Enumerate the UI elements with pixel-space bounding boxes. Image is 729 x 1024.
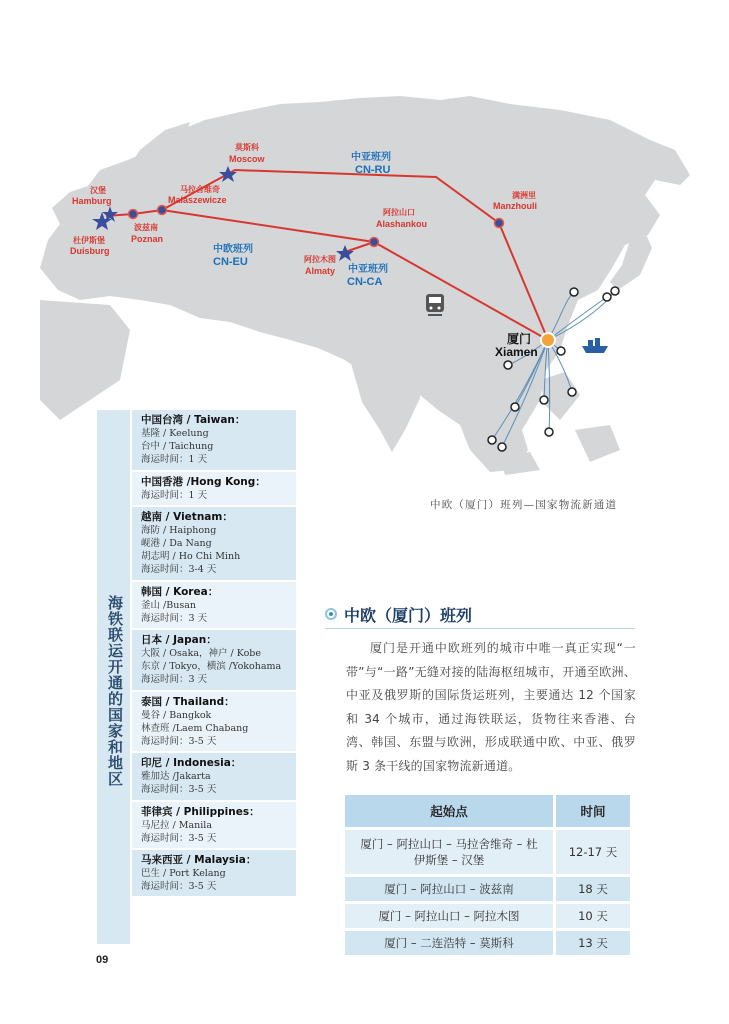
port-line: 雅加达 /Jakarta: [141, 771, 211, 783]
port-line: 巴生 / Port Kelang: [141, 868, 226, 880]
city-manzhouli-cn: 满洲里: [512, 191, 536, 200]
port-line: 曼谷 / Bangkok: [141, 709, 212, 721]
table-header-row: [345, 795, 630, 827]
country-malaysia: [132, 850, 296, 896]
shipping-time: 海运时间：3-5 天: [141, 832, 217, 844]
port-line: 釜山 /Busan: [141, 599, 196, 611]
table-row: [345, 904, 630, 928]
route-cn-ca-en: CN-CA: [347, 276, 383, 288]
ship-icon: [582, 338, 608, 353]
country-name: 中国香港 /Hong Kong：: [141, 475, 266, 488]
africa-landmass: [40, 300, 130, 420]
country-name: 马来西亚 / Malaysia：: [141, 854, 257, 867]
country-philippines: [132, 802, 296, 848]
shipping-time: 海运时间：3-4 天: [141, 564, 217, 576]
route-cn-ca-cn: 中亚班列: [348, 264, 388, 275]
time-cell: 13 天: [553, 931, 630, 955]
section-title: 中欧（厦门）班列: [344, 606, 473, 625]
city-alashankou-en: Alashankou: [376, 219, 428, 229]
country-indonesia: [132, 753, 296, 799]
section-divider: [325, 628, 635, 629]
city-hamburg-en: Hamburg: [72, 196, 112, 206]
table-row: [345, 931, 630, 955]
city-xiamen-cn: 厦门: [507, 332, 532, 346]
country-name: 泰国 / Thailand：: [141, 695, 235, 708]
country-name: 越南 / Vietnam：: [141, 510, 233, 523]
city-moscow-en: Moscow: [229, 154, 265, 164]
country-name: 菲律宾 / Philippines：: [141, 805, 260, 818]
route-cell: 厦门 – 阿拉山口 – 马拉舍维奇 – 杜伊斯堡 – 汉堡: [345, 830, 553, 874]
city-almaty-cn: 阿拉木图: [304, 255, 336, 264]
port-line: 基隆 / Keelung: [141, 428, 209, 439]
route-cn-eu-cn: 中欧班列: [213, 244, 253, 255]
city-moscow-cn: 莫斯科: [235, 143, 259, 152]
port-line: 海防 / Haiphong: [141, 524, 217, 536]
time-cell: 12-17 天: [553, 830, 630, 874]
route-cn-ru-cn: 中亚班列: [351, 152, 391, 163]
port-line: 马尼拉 / Manila: [141, 819, 212, 831]
city-duisburg-cn: 杜伊斯堡: [73, 236, 105, 245]
city-poznan-cn: 波兹南: [134, 223, 158, 232]
route-cell: 厦门 – 阿拉山口 – 阿拉木图: [345, 904, 553, 928]
country-name: 中国台湾 / Taiwan：: [141, 414, 246, 426]
table-row: [345, 877, 630, 901]
xiamen-hub-marker: [541, 333, 555, 347]
port-line: 胡志明 / Ho Chi Minh: [141, 551, 241, 563]
port-line: 大阪 / Osaka，神户 / Kobe: [141, 648, 261, 660]
table-row: [345, 830, 630, 874]
route-cell: 厦门 – 阿拉山口 – 波兹南: [345, 877, 553, 901]
time-cell: 18 天: [553, 877, 630, 901]
route-cell: 厦门 – 二连浩特 – 莫斯科: [345, 931, 553, 955]
route-time-table: [345, 792, 630, 958]
city-manzhouli-en: Manzhouli: [493, 201, 537, 211]
port-line: 岘港 / Da Nang: [141, 538, 212, 550]
route-cn-eu-en: CN-EU: [213, 256, 248, 268]
city-hamburg-cn: 汉堡: [90, 186, 106, 195]
header-route: 起始点: [345, 795, 553, 827]
shipping-time: 海运时间：1 天: [141, 489, 208, 501]
bullet-circle-icon: [325, 608, 337, 620]
city-alashankou-cn: 阿拉山口: [383, 208, 415, 217]
country-name: 日本 / Japan：: [141, 634, 217, 647]
map-caption: 中欧（厦门）班列—国家物流新通道: [430, 499, 618, 511]
country-thailand: [132, 692, 296, 752]
country-hong-kong: [132, 472, 296, 505]
side-table-title: 海铁联运开通的国家和地区: [106, 595, 124, 787]
train-icon: [426, 294, 444, 315]
country-name: 韩国 / Korea：: [141, 585, 219, 598]
country-taiwan: [132, 410, 296, 470]
india-landmass: [350, 352, 420, 452]
country-korea: [132, 582, 296, 628]
country-list: [132, 410, 296, 898]
country-name: 印尼 / Indonesia：: [141, 757, 242, 770]
city-xiamen-en: Xiamen: [495, 345, 538, 359]
shipping-time: 海运时间：3 天: [141, 612, 208, 624]
country-japan: [132, 630, 296, 690]
port-line: 林查班 /Laem Chabang: [141, 722, 249, 734]
route-cn-ru-en: CN-RU: [355, 164, 391, 176]
country-vietnam: [132, 507, 296, 580]
header-time: 时间: [553, 795, 630, 827]
port-line: 东京 / Tokyo，横滨 /Yokohama: [141, 661, 282, 673]
city-almaty-en: Almaty: [305, 266, 336, 276]
shipping-time: 海运时间：3-5 天: [141, 881, 217, 893]
city-duisburg-en: Duisburg: [70, 246, 110, 256]
city-poznan-en: Poznan: [131, 234, 164, 244]
port-line: 台中 / Taichung: [141, 441, 214, 453]
shipping-time: 海运时间：3-5 天: [141, 736, 217, 748]
time-cell: 10 天: [553, 904, 630, 928]
city-malaszewicze-cn: 马拉舍维奇: [180, 185, 220, 194]
page-number: 09: [96, 954, 109, 966]
shipping-time: 海运时间：3 天: [141, 674, 208, 686]
city-malaszewicze-en: Malaszewicze: [168, 195, 227, 205]
shipping-time: 海运时间：1 天: [141, 454, 208, 466]
section-body: 厦门是开通中欧班列的城市中唯一真正实现“一带”与“一路”无缝对接的陆海枢纽城市，开通至欧洲、中亚及俄罗斯的国际货运班列，主要通达 12 个国家和 34 个城市，通过海铁联运，货物往来香港、台湾、韩国、东盟与欧洲，形成联通中欧、中亚、俄罗斯 3 条干线的国家物流新通道。: [346, 641, 636, 773]
shipping-time: 海运时间：3-5 天: [141, 784, 217, 796]
